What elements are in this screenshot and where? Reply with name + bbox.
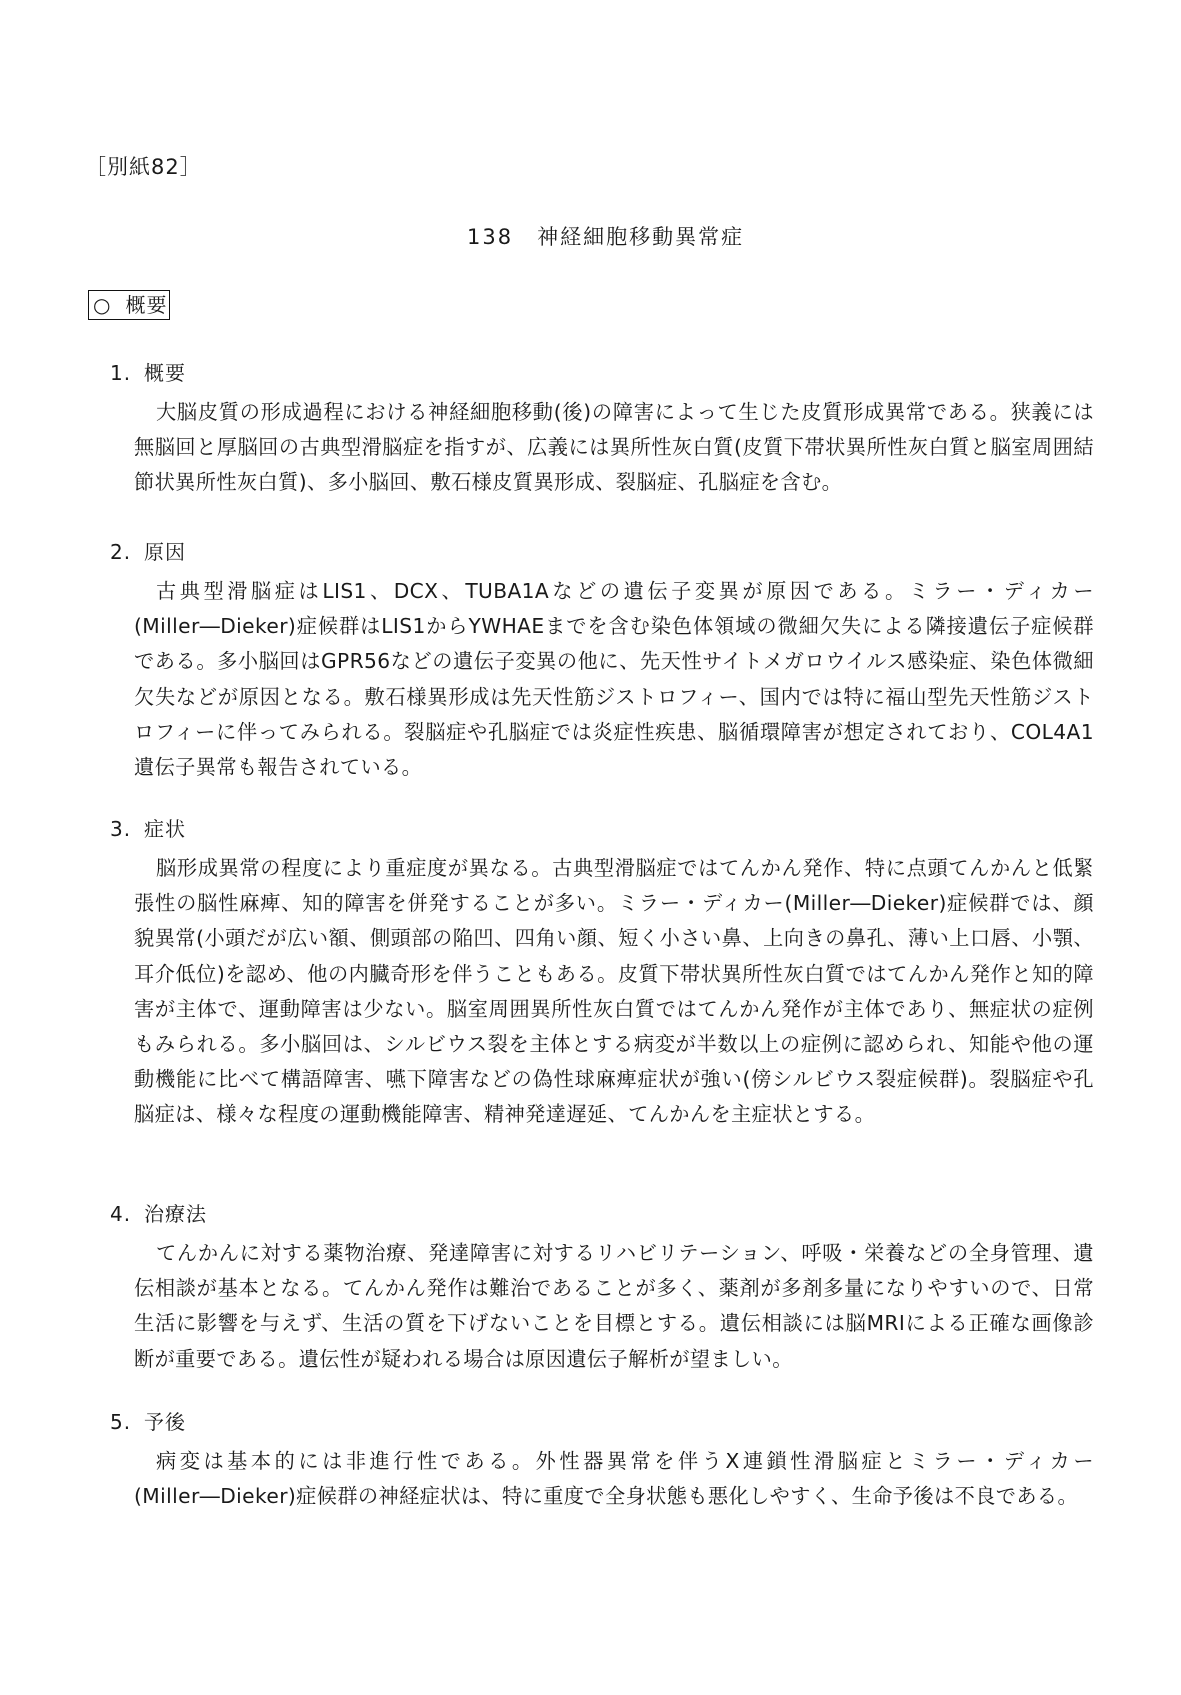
attachment-label: ［別紙82］ [85,155,202,179]
disease-number: 138 [467,225,514,249]
section-heading [110,1407,186,1437]
section-number: 1. [110,361,132,385]
section-heading [110,537,186,567]
section-body: てんかんに対する薬物治療、発達障害に対するリハビリテーション、呼吸・栄養などの全身管理、遺伝相談が基本となる。てんかん発作は難治であることが多く、薬剤が多剤多量になりやすいので、日常生活に影響を与えず、生活の質を下げないことを目標とする。遺伝相談には脳MRIによる正確な画像診断が重要である。遺伝性が疑われる場合は原因遺伝子解析が望ましい。 [134,1241,1094,1371]
section-title: 治療法 [144,1202,207,1226]
section-body: 脳形成異常の程度により重症度が異なる。古典型滑脳症ではてんかん発作、特に点頭てんかんと低緊張性の脳性麻痺、知的障害を併発することが多い。ミラー・ディカー(Miller―Dieker)症候群では、顔貌異常(小頭だが広い額、側頭部の陥凹、四角い顔、短く小さい鼻、上向きの鼻孔、薄い上口唇、小顎、耳介低位)を認め、他の内臓奇形を伴うこともある。皮質下帯状異所性灰白質ではてんかん発作と知的障害が主体で、運動障害は少ない。脳室周囲異所性灰白質ではてんかん発作が主体であり、無症状の症例もみられる。多小脳回は、シルビウス裂を主体とする病変が半数以上の症例に認められ、知能や他の運動機能に比べて構語障害、嚥下障害などの偽性球麻痺症状が強い(傍シルビウス裂症候群)。裂脳症や孔脳症は、様々な程度の運動機能障害、精神発達遅延、てんかんを主症状とする。 [134,856,1094,1127]
section-body: 大脳皮質の形成過程における神経細胞移動(後)の障害によって生じた皮質形成異常である。狭義には無脳回と厚脳回の古典型滑脳症を指すが、広義には異所性灰白質(皮質下帯状異所性灰白質と脳室周囲結節状異所性灰白質)、多小脳回、敷石様皮質異形成、裂脳症、孔脳症を含む。 [134,400,1094,495]
section-title: 概要 [144,361,186,385]
section-number: 4. [110,1202,132,1226]
section-number: 5. [110,1410,132,1434]
section-number: 2. [110,540,132,564]
section-heading [110,358,186,388]
circle-symbol: ○ [93,293,112,317]
section-title: 症状 [144,817,186,841]
section-number: 3. [110,817,132,841]
document-title [467,222,744,252]
section-title: 原因 [144,540,186,564]
overview-label-text: 概要 [125,293,168,317]
section-body: 古典型滑脳症はLIS1、DCX、TUBA1Aなどの遺伝子変異が原因である。ミラー・ディカー(Miller―Dieker)症候群はLIS1からYWHAEまでを含む染色体領域の微細欠失による隣接遺伝子症候群である。多小脳回はGPR56などの遺伝子変異の他に、先天性サイトメガロウイルス感染症、染色体微細欠失などが原因となる。敷石様異形成は先天性筋ジストロフィー、国内では特に福山型先天性筋ジストロフィーに伴ってみられる。裂脳症や孔脳症では炎症性疾患、脳循環障害が想定されており、COL4A1遺伝子異常も報告されている。 [134,579,1094,780]
disease-name: 神経細胞移動異常症 [537,225,745,249]
section-heading [110,1199,207,1229]
section-heading [110,814,186,844]
section-title: 予後 [144,1410,186,1434]
overview-section-label [88,290,170,320]
section-body: 病変は基本的には非進行性である。外性器異常を伴うX連鎖性滑脳症とミラー・ディカー(Miller―Dieker)症候群の神経症状は、特に重度で全身状態も悪化しやすく、生命予後は不良である。 [134,1449,1094,1509]
